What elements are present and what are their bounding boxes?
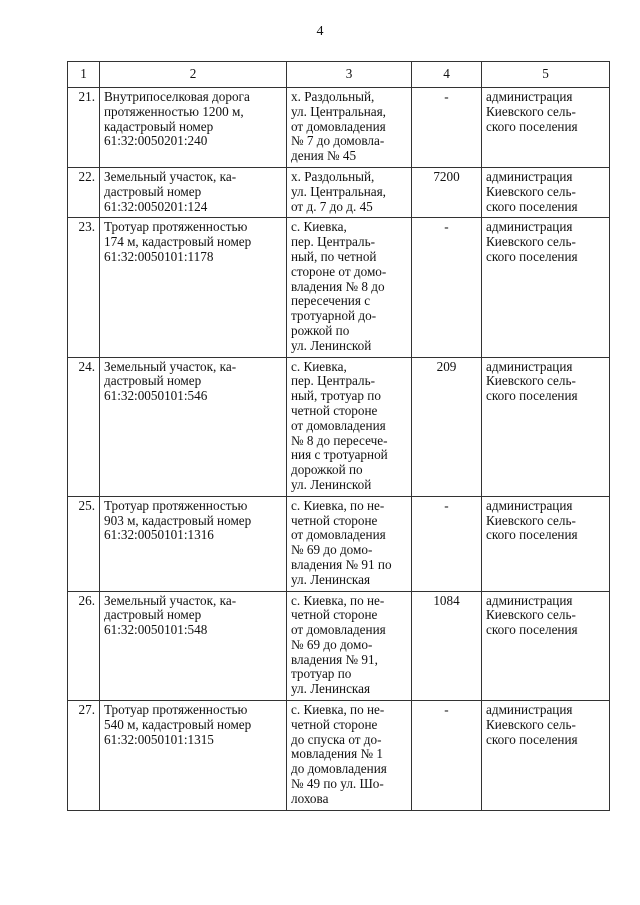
object-description: Земельный участок, ка- дастровый номер 61:32:0050101:548 [100, 591, 287, 701]
header-col-2: 2 [100, 62, 287, 88]
row-number: 27. [68, 701, 100, 811]
object-description: Тротуар протяженностью 540 м, кадастровый номер 61:32:0050101:1315 [100, 701, 287, 811]
object-location: х. Раздольный, ул. Центральная, от домовладения № 7 до домовла- дения № 45 [287, 88, 412, 168]
object-area: 1084 [412, 591, 482, 701]
table-row [68, 701, 610, 811]
row-number: 24. [68, 357, 100, 496]
header-col-4: 4 [412, 62, 482, 88]
object-description: Земельный участок, ка- дастровый номер 61:32:0050101:546 [100, 357, 287, 496]
object-description: Земельный участок, ка- дастровый номер 61:32:0050201:124 [100, 167, 287, 217]
header-row [68, 62, 610, 88]
object-location: с. Киевка, по не- четной стороне до спуска от до- мовладения № 1 до домовладения № 49 по ул. Шо- лохова [287, 701, 412, 811]
header-col-1: 1 [68, 62, 100, 88]
table-row [68, 591, 610, 701]
object-description: Тротуар протяженностью 903 м, кадастровый номер 61:32:0050101:1316 [100, 496, 287, 591]
object-owner: администрация Киевского сель- ского поселения [482, 218, 610, 357]
object-owner: администрация Киевского сель- ского поселения [482, 88, 610, 168]
table-row [68, 496, 610, 591]
header-col-3: 3 [287, 62, 412, 88]
object-owner: администрация Киевского сель- ского поселения [482, 496, 610, 591]
object-owner: администрация Киевского сель- ского поселения [482, 701, 610, 811]
row-number: 21. [68, 88, 100, 168]
object-area: 209 [412, 357, 482, 496]
table-row [68, 88, 610, 168]
object-location: с. Киевка, по не- четной стороне от домовладения № 69 до домо- владения № 91 по ул. Ленинская [287, 496, 412, 591]
table-body [68, 88, 610, 811]
header-col-5: 5 [482, 62, 610, 88]
object-description: Внутрипоселковая дорога протяженностью 1200 м, кадастровый номер 61:32:0050201:240 [100, 88, 287, 168]
table-row [68, 167, 610, 217]
object-area: - [412, 496, 482, 591]
object-area: - [412, 218, 482, 357]
table-header [68, 62, 610, 88]
object-location: х. Раздольный, ул. Центральная, от д. 7 до д. 45 [287, 167, 412, 217]
object-area: - [412, 88, 482, 168]
object-description: Тротуар протяженностью 174 м, кадастровый номер 61:32:0050101:1178 [100, 218, 287, 357]
property-registry-table [67, 61, 610, 811]
table-row [68, 357, 610, 496]
row-number: 25. [68, 496, 100, 591]
object-owner: администрация Киевского сель- ского поселения [482, 591, 610, 701]
page-number: 4 [316, 24, 324, 39]
row-number: 23. [68, 218, 100, 357]
object-location: с. Киевка, по не- четной стороне от домовладения № 69 до домо- владения № 91, тротуар по ул. Ленинская [287, 591, 412, 701]
object-owner: администрация Киевского сель- ского поселения [482, 167, 610, 217]
object-location: с. Киевка, пер. Централь- ный, по четной стороне от домо- владения № 8 до пересечения с тротуарной до- рожкой по ул. Ленинской [287, 218, 412, 357]
table-row [68, 218, 610, 357]
object-area: - [412, 701, 482, 811]
object-location: с. Киевка, пер. Централь- ный, тротуар по четной стороне от домовладения № 8 до пересече- ния с тротуарной дорожкой по ул. Ленинской [287, 357, 412, 496]
object-owner: администрация Киевского сель- ского поселения [482, 357, 610, 496]
row-number: 22. [68, 167, 100, 217]
object-area: 7200 [412, 167, 482, 217]
row-number: 26. [68, 591, 100, 701]
